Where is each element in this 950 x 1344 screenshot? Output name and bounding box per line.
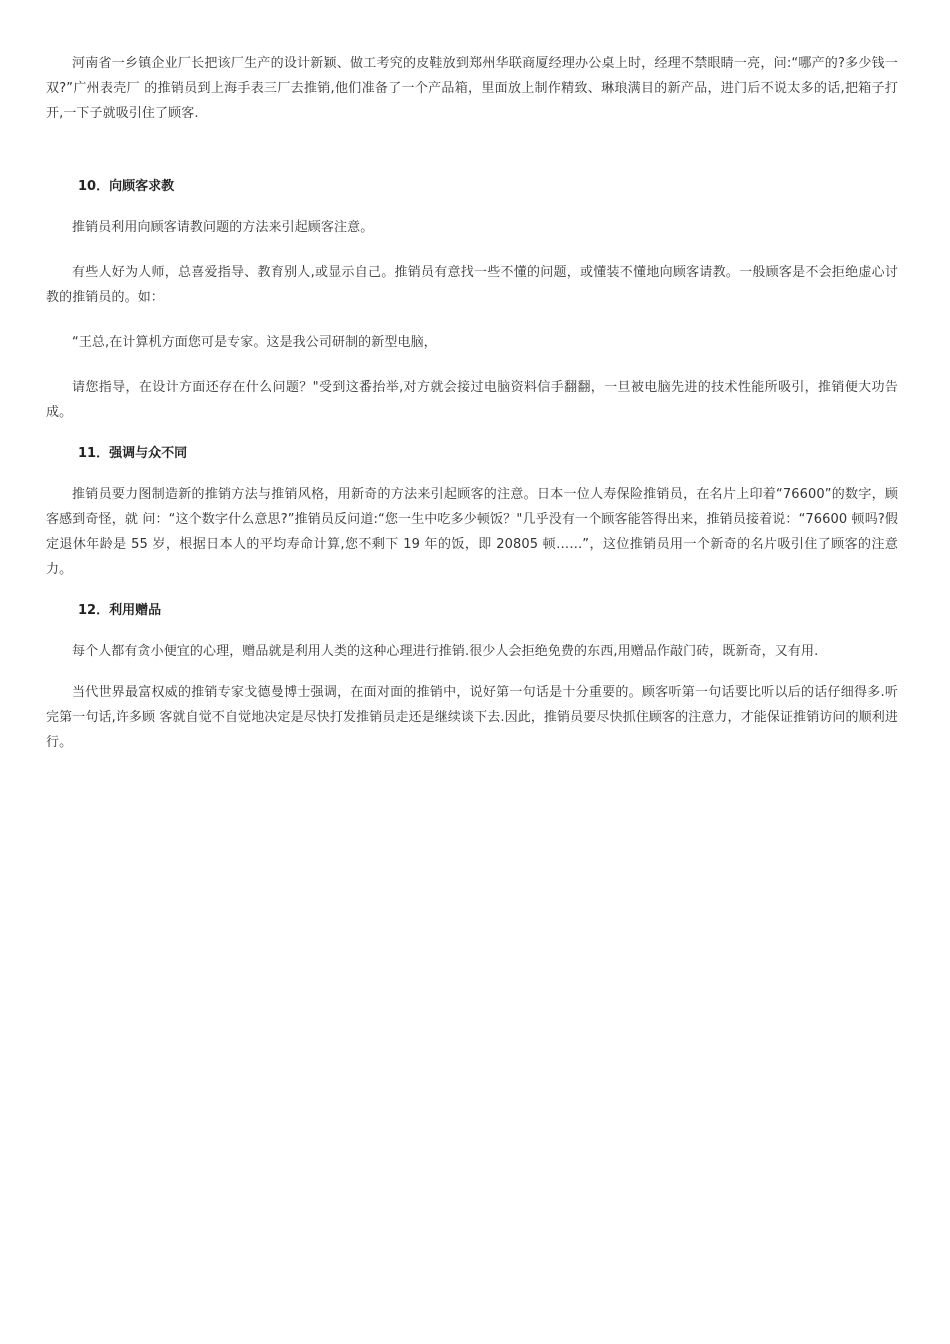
document-body — [46, 51, 898, 755]
spacer — [46, 425, 898, 441]
spacer — [46, 355, 898, 375]
paragraph-11-1: 推销员要力图制造新的推销方法与推销风格，用新奇的方法来引起顾客的注意。日本一位人寿保险推销员，在名片上印着“76600”的数字，顾客感到奇怪，就 问：“这个数字什么意思?”推销员反问道:“您一生中吃多少顿饭？"几乎没有一个顾客能答得出来，推销员接着说：“76600 顿吗?假定退休年龄是 55 岁，根据日本人的平均寿命计算,您不剩下 19 年的饭，即 20805 顿……”，这位推销员用一个新奇的名片吸引住了顾客的注意力。 — [46, 487, 898, 577]
spacer — [46, 199, 898, 215]
spacer — [46, 582, 898, 598]
section-heading-12: 12．利用赠品 — [78, 603, 162, 618]
paragraph-10-2: 有些人好为人师，总喜爱指导、教育别人,或显示自己。推销员有意找一些不懂的问题，或懂装不懂地向顾客请教。一般顾客是不会拒绝虚心讨教的推销员的。如： — [46, 265, 898, 305]
paragraph-12-2: 当代世界最富权威的推销专家戈德曼博士强调，在面对面的推销中，说好第一句话是十分重要的。顾客听第一句话要比听以后的话仔细得多.听完第一句话,许多顾 客就自觉不自觉地决定是尽快打发推销员走还是继续谈下去.因此，推销员要尽快抓住顾客的注意力，才能保证推销访问的顺利进行。 — [46, 685, 898, 750]
spacer — [46, 240, 898, 260]
spacer — [46, 126, 898, 174]
section-heading-10: 10．向顾客求教 — [78, 179, 175, 194]
spacer — [46, 623, 898, 639]
spacer — [46, 664, 898, 680]
paragraph-10-4: 请您指导，在设计方面还存在什么问题？"受到这番抬举,对方就会接过电脑资料信手翻翻，一旦被电脑先进的技术性能所吸引，推销便大功告成。 — [46, 380, 898, 420]
paragraph-10-3: “王总,在计算机方面您可是专家。这是我公司研制的新型电脑， — [72, 335, 437, 350]
paragraph-intro: 河南省一乡镇企业厂长把该厂生产的设计新颖、做工考究的皮鞋放到郑州华联商厦经理办公桌上时，经理不禁眼睛一亮，问:“哪产的?多少钱一双?”广州表壳厂 的推销员到上海手表三厂去推销,他们准备了一个产品箱，里面放上制作精致、琳琅满目的新产品，进门后不说太多的话,把箱子打开,一下子就吸引住了顾客. — [46, 56, 898, 121]
section-heading-11: 11．强调与众不同 — [78, 446, 188, 461]
paragraph-10-1: 推销员利用向顾客请教问题的方法来引起顾客注意。 — [72, 220, 374, 235]
spacer — [46, 310, 898, 330]
spacer — [46, 466, 898, 482]
paragraph-12-1: 每个人都有贪小便宜的心理，赠品就是利用人类的这种心理进行推销.很少人会拒绝免费的东西,用赠品作敲门砖，既新奇，又有用. — [72, 644, 819, 659]
